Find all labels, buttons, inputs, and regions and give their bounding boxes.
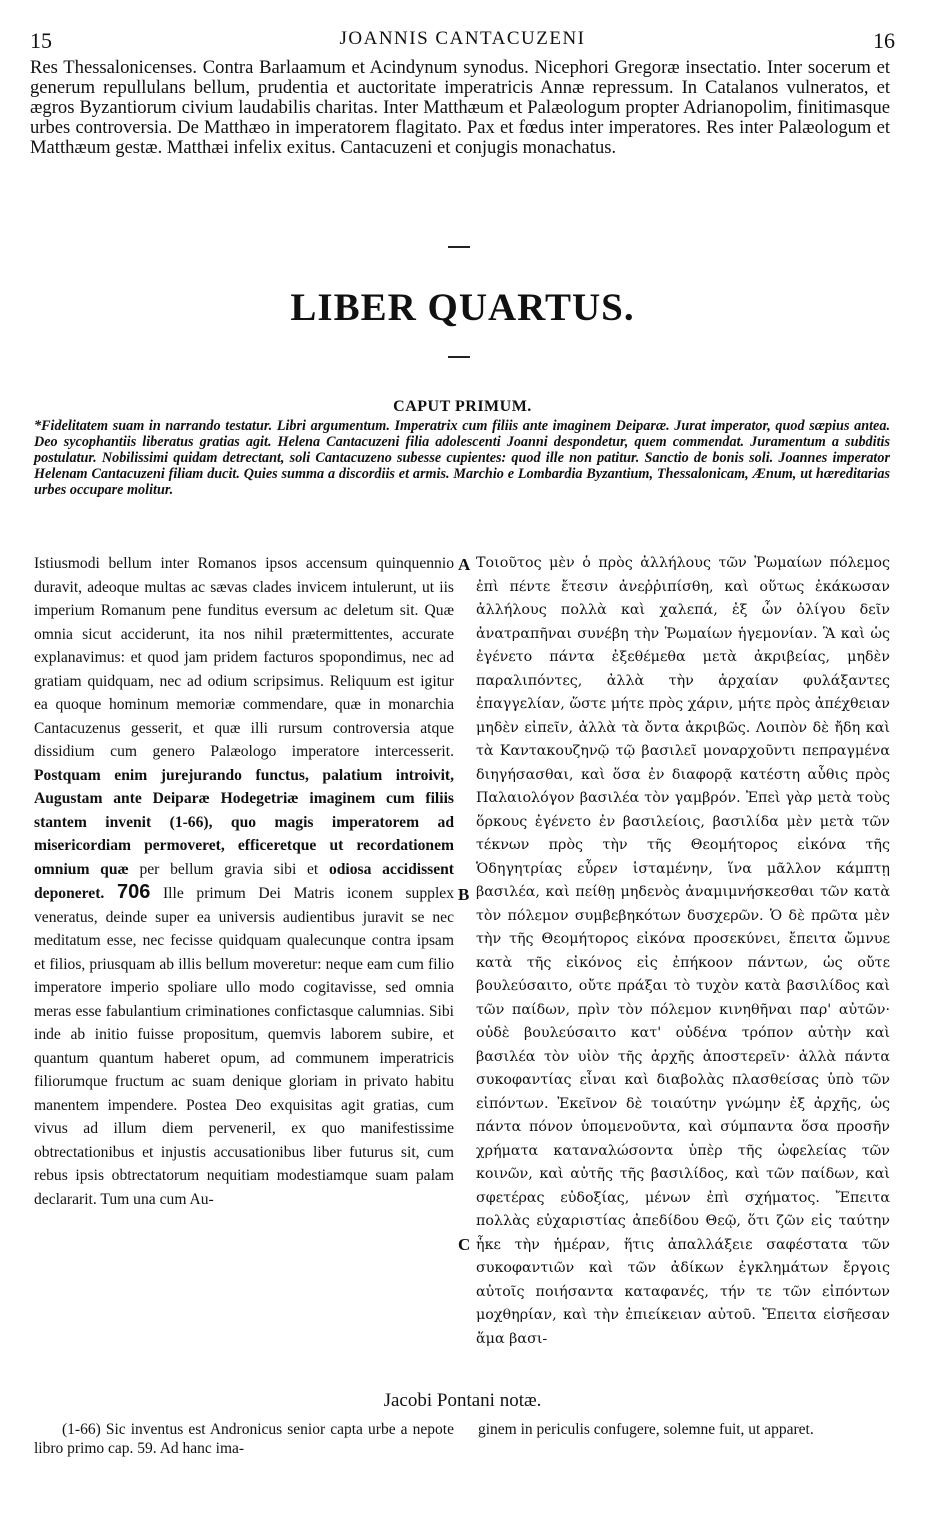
- notes-title: Jacobi Pontani notæ.: [383, 1390, 542, 1411]
- divider-dash-bottom: [448, 356, 470, 358]
- latin-column: [34, 552, 454, 1211]
- latin-bold-passage: Postquam enim jurejurando functus, palatium introivit, Augustam ante Deiparæ Hodegetriæ imaginem cum filiis stantem invenit (1-66), quo magis imperatorem ad misericordiam permoveret, efficeretque ut recordationem omnium quæ: [34, 766, 454, 878]
- margin-marker-c: C: [458, 1235, 471, 1254]
- running-head: [30, 28, 895, 54]
- running-title: JOANNIS CANTACUZENI: [339, 28, 586, 49]
- section-number: 706: [116, 881, 151, 903]
- latin-text: Istiusmodi bellum inter Romanos ipsos accensum quinquennio duravit, adeoque multas ac sævas clades invicem intulerunt, ut iis imperium Romanum pene funditus eversum ac deletum sit. Quæ omnia sicut acciderunt, ita nos nihil prætermittentes, accurate explanavimus: et quod jam pridem facturos spopondimus, nec ad gratiam quidquam, nec ad odium scripsimus. Reliquum est igitur ea quoque hominum memoriæ commendare, quæ in monarchia Cantacuzenus gesserit, et quæ illi rursum controversia atque dissidium cum genero Palæologo imperatore intercesserit.: [34, 555, 454, 760]
- footnote-right: ginem in periculis confugere, solemne fuit, ut apparet.: [478, 1421, 814, 1438]
- book-summary: Res Thessalonicenses. Contra Barlaamum et Acindynum synodus. Nicephori Gregoræ insectatio. Inter socerum et generum repullulans bellum, prudentia et auctoritate imperatricis Annæ repressum. In Catalanos vulneratos, et ægros Byzantiorum civium laudabilis charitas. Inter Matthæum et Palæologum propter Adrianopolim, finitimasque urbes controversia. De Matthæo in imperatorem flagitato. Pax et fœdus inter imperatores. Res inter Palæologum et Matthæum gestæ. Matthæi infelix exitus. Cantacuzeni et conjugis monachatus.: [30, 57, 890, 158]
- book-title: LIBER QUARTUS.: [290, 286, 635, 329]
- margin-marker-b: B: [458, 885, 470, 904]
- chapter-title: CAPUT PRIMUM.: [393, 398, 532, 415]
- divider-dash-top: [448, 246, 470, 248]
- page-number-left: 15: [30, 28, 52, 53]
- greek-column: Τοιοῦτος μὲν ὁ πρὸς ἀλλήλους τῶν Ῥωμαίων πόλεμος ἐπὶ πέντε ἔτεσιν ἀνεῤῥιπίσθη, καὶ οὕτως ἐκάκωσαν ἀλλήλους πολλὰ καὶ χαλεπά, ἐξ ὧν ὀλίγου δεῖν ἀνατραπῆναι συνέβη τὴν Ῥωμαίων ἡγεμονίαν. Ἃ καὶ ὡς ἐγένετο πάντα ἐξεθέμεθα μετὰ ἀκριβείας, μηδὲν παραλιπόντες, ἀλλὰ τὴν ἀρχαίαν φυλάξαντες ἐπαγγελίαν, ὥστε μήτε πρὸς χάριν, μήτε πρὸς ἀπέχθειαν μηδὲν εἰπεῖν, ἀλλὰ τὰ ὄντα ἀκριβῶς. Λοιπὸν δὲ ἤδη καὶ τὰ Καντακουζηνῷ τῷ βασιλεῖ μοναρχοῦντι πεπραγμένα διηγήσασθαι, καὶ ὅσα ἐν διαφορᾷ κατέστη αὖθις πρὸς Παλαιολόγον βασιλέα τὸν γαμβρόν. Ἐπεὶ γὰρ μετὰ τοὺς ὅρκους ἐγένετο ἐν βασιλείοις, βασιλίδα μὲν μετὰ τῶν τέκνων πρὸς τὴν τῆς Θεομήτορος εἰκόνα τῆς Ὁδηγητρίας εὗρεν ἱσταμένην, ἵνα μᾶλλον κάμπτῃ βασιλέα, καὶ πείθῃ μηδενὸς ἀναμιμνήσκεσθαι τῶν κατὰ τὸν πόλεμον συμβεβηκότων δυσχερῶν. Ὁ δὲ πρῶτα μὲν τὴν τῆς Θεομήτορος εἰκόνα προσεκύνει, ἔπειτα ὤμνυε κατὰ τῆς εἰκόνος εἰς ἐπήκοον πάντων, ὡς οὔτε βουλεύσαιτο, οὔτε πράξαι τὸ τυχὸν κατὰ βασιλίδος καὶ τῶν παίδων, πρὶν τὸν πόλεμον κινηθῆναι παρ' αὐτῶν· οὐδὲ βουλεύσαιτο κατ' οὐδένα τρόπον αὐτὴν καὶ βασιλέα τὸν υἱὸν τῆς ἀρχῆς ἀποστερεῖν· ἀλλὰ πάντα συκοφαντίας εἶναι καὶ διαβολὰς πλασθείσας ὑπὸ τῶν εἰπόντων. Ἐκεῖνον δὲ τοιαύτην γνώμην ἐξ ἀρχῆς, ὡς πάντα πόνον ὑπομενοῦντα, καὶ σύμπαντα ὅσα προσῆν χρήματα καταναλώσοντα ὑπὲρ τῆς ὠφελείας τῶν κοινῶν, καὶ αὐτῆς τῆς βασιλίδος, καὶ τῶν παίδων, καὶ σφετέρας εὐδοξίας, μένων ἐπὶ σχήματος. Ἔπειτα πολλὰς εὐχαριστίας ἀπεδίδου Θεῷ, ὅτι ζῶν εἰς ταύτην ἧκε τὴν ἡμέραν, ἥτις ἀπαλλάξειε σαφέστατα τῶν συκοφαντιῶν καὶ τῶν ἀδίκων ἐγκλημάτων ἔργοις αὐτοῖς ποιήσαντα καταφανές, τήν τε τῶν εἰπόντων μοχθηρίαν, καὶ τὴν ἐπιείκειαν αὐτοῦ. Ἔπειτα εἰσῆεσαν ἅμα βασι-: [476, 555, 890, 1347]
- margin-marker-a: A: [458, 555, 471, 574]
- latin-text: Ille primum Dei Matris iconem supplex veneratus, deinde super ea universis audientibus juravit se nec meditatum esse, nec fecisse quidquam qualecunque contra ipsam et filios, priusquam ab illis bellum moveretur: neque eam cum filio imperatore imperio spoliare ullo modo cogitavisse, sed omnia meras esse fabulantium criminationes confictasque calumnias. Sibi inde ab initio fuisse propositum, quemvis laborem subire, et quantum quantum haberet opum, ad communem imperatricis filiorumque fructum ac suam denique gloriam in privato habitu manentem impendere. Postea Deo exquisitas agit gratias, cum vivus ad illum diem perveneril, ex quo manifestissime obtrectationibus et injustis accusationibus liber futurus sit, cum rebus ipsis obtrectatorum nequitiam modestiamque suam palam declararit. Tum una cum Au-: [34, 885, 454, 1208]
- latin-text: per bellum gravia sibi et: [128, 860, 329, 878]
- chapter-argument: *Fidelitatem suam in narrando testatur. Libri argumentum. Imperatrix cum filiis ante imaginem Deiparæ. Jurat imperator, quod sæpius antea. Deo sycophantiis liberatus gratias agit. Helena Cantacuzeni filia adolescenti Joanni despondetur, quem commendat. Juramentum a subditis postulatur. Nobilissimi quidam detrectant, soli Cantacuzeno subesse cupientes: quod ille non patitur. Sanctio de bonis soli. Joannes imperator Helenam Cantacuzeni filiam ducit. Quies summa a discordiis et armis. Marchio e Lombardia Byzantium, Thessalonicam, Ænum, ut hæreditarias urbes occupare molitur.: [34, 418, 890, 499]
- latin-bold-passage: odiosa accidissent deponeret.: [34, 860, 455, 902]
- page-number-right: 16: [873, 28, 895, 53]
- footnote-left: (1-66) Sic inventus est Andronicus senior capta urbe a nepote libro primo cap. 59. Ad hanc ima-: [34, 1421, 454, 1457]
